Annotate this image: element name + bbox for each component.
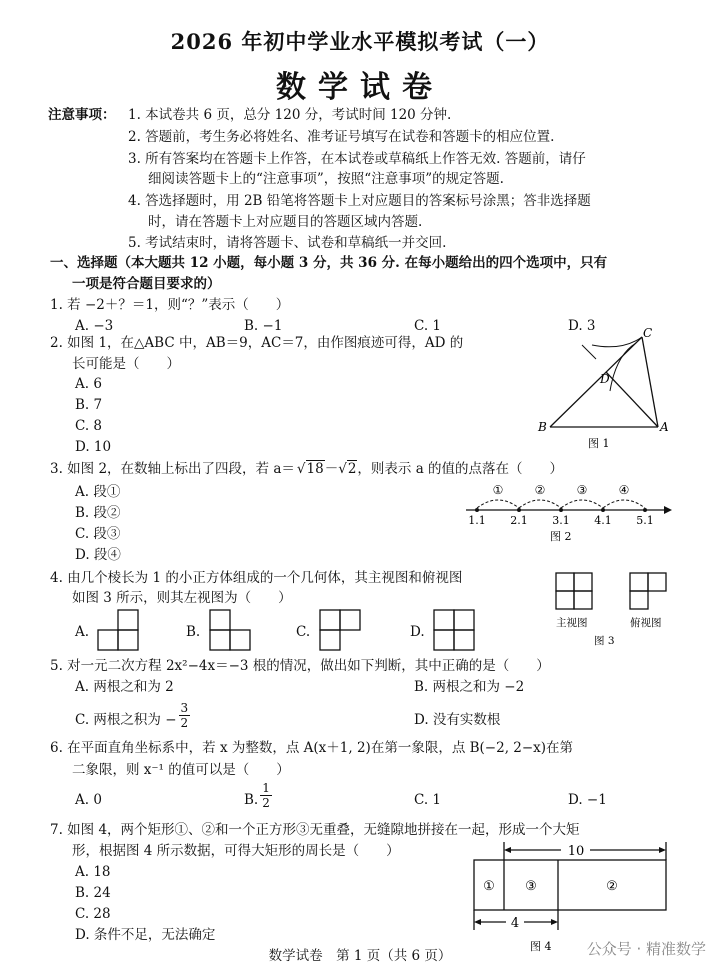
page-footer: 数学试卷 第 1 页（共 6 页） — [268, 948, 452, 964]
q7-option-d: D. 条件不足，无法确定 — [75, 927, 216, 943]
figure-2-number-line — [462, 480, 672, 545]
denominator: 2 — [180, 716, 189, 730]
region-3-label: ③ — [525, 879, 537, 894]
q2-option-a: A. 6 — [75, 376, 102, 392]
q2-stem-cont: 长可能是（ ） — [72, 356, 180, 372]
q4-option-c: C. — [296, 624, 311, 640]
q6-option-b-label: B. — [244, 792, 259, 808]
construction-mark — [582, 345, 596, 359]
label-d: D — [600, 372, 610, 386]
section-heading: 一、选择题（本大题共 12 小题，每小题 3 分，共 36 分. 在每小题给出的四个选项中，只有 — [50, 255, 608, 271]
notes-label: 注意事项： — [48, 107, 116, 123]
large-rectangle — [474, 860, 666, 910]
q3-stem-end: ，则表示 a 的值的点落在（ ） — [357, 461, 564, 477]
q4-option-b: B. — [186, 624, 201, 640]
cube-face — [340, 610, 360, 630]
denominator: 2 — [262, 796, 270, 810]
q3-option-c: C. 段③ — [75, 526, 121, 542]
cube-face — [630, 573, 648, 591]
arrowhead — [659, 847, 666, 853]
q4-stem: 4. 由几个棱长为 1 的小正方体组成的一个几何体，其主视图和俯视图 — [50, 570, 463, 586]
q6-option-d: D. −1 — [568, 792, 607, 808]
cube-face — [556, 591, 574, 609]
q4-option-a-figure — [96, 608, 140, 652]
sqrt-18: √18 — [296, 461, 324, 477]
segment-arc — [519, 500, 561, 508]
figure-3-caption: 图 3 — [594, 635, 615, 647]
numerator: 3 — [180, 701, 189, 715]
arrowhead — [504, 847, 511, 853]
minus-sign: － — [324, 461, 339, 477]
figure-3-views — [548, 568, 678, 648]
q7-stem: 7. 如图 4，两个矩形①、②和一个正方形③无重叠，无缝隙地拼接在一起，形成一个大矩 — [50, 822, 580, 838]
tick-dot — [643, 508, 647, 512]
q6-stem-cont: 二象限，则 x⁻¹ 的值可以是（ ） — [72, 762, 290, 778]
exam-subject: 数学试卷 — [276, 70, 444, 105]
region-1-label: ① — [483, 879, 495, 894]
cube-face — [98, 630, 118, 650]
cube-face — [648, 573, 666, 591]
top-view — [630, 573, 666, 609]
q4-option-d: D. — [410, 624, 425, 640]
q4-option-a: A. — [75, 624, 90, 640]
q3-option-d: D. 段④ — [75, 547, 121, 563]
segment-label: ① — [492, 483, 504, 497]
note-line: 1. 本试卷共 6 页，总分 120 分，考试时间 120 分钟. — [128, 107, 452, 123]
tick-label: 5.1 — [636, 514, 654, 527]
note-line: 3. 所有答案均在答题卡上作答，在本试卷或草稿纸上作答无效. 答题前，请仔 — [128, 151, 586, 167]
note-line: 5. 考试结束时，请将答题卡、试卷和草稿纸一并交回. — [128, 235, 447, 251]
q5-option-a: A. 两根之和为 2 — [75, 679, 174, 695]
segment-arc — [603, 500, 645, 508]
q3-stem-start: 3. 如图 2，在数轴上标出了四段，若 a＝ — [50, 461, 295, 477]
tick-label: 2.1 — [510, 514, 528, 527]
arrowhead — [474, 919, 481, 925]
sqrt-2-radicand: 2 — [347, 461, 357, 477]
q4-option-d-figure — [432, 608, 476, 652]
q4-option-b-figure — [208, 608, 252, 652]
sqrt-2: √2 — [338, 461, 357, 477]
q4-option-c-figure — [318, 608, 362, 652]
q6-option-a: A. 0 — [75, 792, 102, 808]
tick-label: 4.1 — [594, 514, 612, 527]
cube-face — [434, 610, 454, 630]
cube-face — [118, 630, 138, 650]
note-line: 2. 答题前，考生务必将姓名、准考证号填写在试卷和答题卡的相应位置. — [128, 129, 555, 145]
figure-4-caption: 图 4 — [530, 940, 552, 953]
label-c: C — [643, 326, 653, 340]
construction-arc — [610, 343, 636, 391]
tick-label: 3.1 — [552, 514, 570, 527]
q3-option-a: A. 段① — [75, 484, 121, 500]
side-bc — [550, 337, 642, 427]
cube-face — [434, 630, 454, 650]
front-view — [556, 573, 592, 609]
q5-stem: 5. 对一元二次方程 2x²−4x＝−3 根的情况，做出如下判断，其中正确的是（ ） — [50, 658, 550, 674]
q5-option-d: D. 没有实数根 — [414, 712, 501, 728]
q7-stem-cont: 形，根据图 4 所示数据，可得大矩形的周长是（ ） — [72, 843, 400, 859]
segment-arc — [561, 500, 603, 508]
segment-label: ④ — [618, 483, 630, 497]
cube-face — [574, 573, 592, 591]
cube-face — [230, 630, 250, 650]
q5-option-b: B. 两根之和为 −2 — [414, 679, 525, 695]
dimension-top-label: 10 — [567, 844, 585, 859]
cube-face — [454, 630, 474, 650]
q4-stem-cont: 如图 3 所示，则其左视图为（ ） — [72, 590, 292, 606]
note-line: 4. 答选择题时，用 2B 铅笔将答题卡上对应题目的答案标号涂黑；答非选择题 — [128, 193, 591, 209]
cube-face — [118, 610, 138, 630]
q5-option-c — [75, 701, 192, 730]
q7-option-c: C. 28 — [75, 906, 111, 922]
figure-2-caption: 图 2 — [550, 530, 572, 543]
q2-stem: 2. 如图 1，在△ABC 中，AB＝9，AC＝7，由作图痕迹可得，AD 的 — [50, 335, 464, 351]
fraction — [179, 701, 191, 730]
q6-option-c: C. 1 — [414, 792, 442, 808]
sqrt-18-radicand: 18 — [306, 461, 324, 477]
q1-option-c: C. 1 — [414, 318, 442, 334]
tick-dot — [517, 508, 521, 512]
q2-option-c: C. 8 — [75, 418, 103, 434]
q7-option-a: A. 18 — [75, 864, 111, 880]
q1-option-b: B. −1 — [244, 318, 283, 334]
front-view-label: 主视图 — [556, 617, 588, 629]
segment-arcs — [477, 500, 645, 508]
q1-stem: 1. 若 −2＋？＝1，则“？”表示（ ） — [50, 297, 290, 313]
construction-arc-top — [592, 337, 642, 347]
q6-stem: 6. 在平面直角坐标系中，若 x 为整数，点 A(x＋1, 2)在第一象限，点 B(−2, 2−x)在第 — [50, 740, 574, 756]
cube-face — [320, 630, 340, 650]
cube-face — [630, 591, 648, 609]
note-line: 细阅读答题卡上的“注意事项”，按照“注意事项”的规定答题. — [148, 171, 504, 187]
fraction — [260, 781, 272, 810]
region-2-label: ② — [606, 879, 618, 894]
segment-label: ③ — [576, 483, 588, 497]
segment-arc — [477, 500, 519, 508]
arrowhead — [551, 919, 558, 925]
q1-option-d: D. 3 — [568, 318, 596, 334]
cube-face — [210, 610, 230, 630]
cube-face — [210, 630, 230, 650]
exam-title: 2026 年初中学业水平模拟考试（一） — [170, 29, 550, 54]
q5-option-c-text: C. 两根之积为 − — [75, 712, 177, 728]
watermark: 公众号 · 精准数学 — [586, 940, 706, 958]
tick-label: 1.1 — [468, 514, 486, 527]
figure-1-triangle — [530, 325, 680, 455]
q6-option-b — [244, 781, 274, 810]
cube-face — [574, 591, 592, 609]
dimension-bottom-label: 4 — [510, 916, 520, 931]
q2-option-b: B. 7 — [75, 397, 103, 413]
tick-dot — [475, 508, 479, 512]
q3-option-b: B. 段② — [75, 505, 121, 521]
q3-stem — [50, 459, 563, 479]
tick-dot — [601, 508, 605, 512]
number-line-arrow — [664, 506, 672, 514]
section-heading-cont: 一项是符合题目要求的） — [72, 276, 221, 292]
top-view-label: 俯视图 — [630, 617, 662, 629]
numerator: 1 — [262, 781, 270, 795]
cube-face — [320, 610, 340, 630]
cube-face — [556, 573, 574, 591]
label-b: B — [538, 420, 547, 434]
note-line: 时，请在答题卡上对应题目的答题区域内答题. — [148, 214, 423, 230]
figure-1-caption: 图 1 — [588, 437, 610, 450]
q7-option-b: B. 24 — [75, 885, 111, 901]
cube-face — [454, 610, 474, 630]
label-a: A — [660, 420, 669, 434]
segment-label: ② — [534, 483, 546, 497]
q1-option-a: A. −3 — [75, 318, 114, 334]
tick-dot — [559, 508, 563, 512]
q2-option-d: D. 10 — [75, 439, 112, 455]
